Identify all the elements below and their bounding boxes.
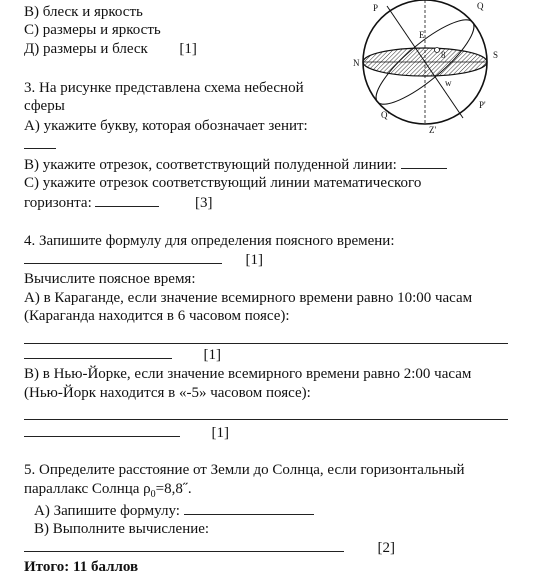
q2-option-b: В) блеск и яркость xyxy=(24,4,143,20)
q4-points1: [1] xyxy=(245,252,263,268)
q5-calc-row xyxy=(24,539,395,557)
celestial-sphere-diagram xyxy=(345,0,510,135)
q4-text: 4. Запишите формулу для определения поясного времени: xyxy=(24,233,395,249)
q4-b-answer-blank[interactable] xyxy=(24,424,180,437)
label-p: P xyxy=(373,3,379,13)
q2-points: [1] xyxy=(179,41,197,57)
q4-b-line2: (Нью-Йорк находится в «-5» часовом поясе): xyxy=(24,385,311,401)
q5-line2-prefix: параллакс Солнца ρ xyxy=(24,481,151,497)
q5-calc-blank[interactable] xyxy=(24,539,344,552)
label-w: w xyxy=(445,78,452,88)
q3-option-b-text: В) укажите отрезок, соответствующий полуденной линии: xyxy=(24,157,397,173)
q3-option-c-line1: С) укажите отрезок соответствующий линии математического xyxy=(24,175,422,191)
q5-line1: 5. Определите расстояние от Земли до Солнца, если горизонтальный xyxy=(24,462,465,478)
q3-option-c-text: горизонта: xyxy=(24,195,92,211)
label-q: Q xyxy=(477,1,484,11)
q5-formula-blank[interactable] xyxy=(184,502,314,515)
q4-points2: [1] xyxy=(203,347,221,363)
q3-points: [3] xyxy=(194,195,213,211)
q4-a-answer-blank[interactable] xyxy=(24,346,172,359)
label-q-prime: Q' xyxy=(381,110,390,120)
q5-option-a xyxy=(34,502,314,520)
label-sun: 8 xyxy=(441,50,446,60)
q4-a-line2: (Караганда находится в 6 часовом поясе): xyxy=(24,308,290,324)
q3-answer-c-blank[interactable] xyxy=(95,194,159,207)
q2-option-c: С) размеры и яркость xyxy=(24,22,161,38)
label-e: E xyxy=(419,30,425,40)
q3-option-c-line2 xyxy=(24,194,212,212)
label-z-prime: Z' xyxy=(429,125,437,135)
q4-a-line1: А) в Караганде, если значение всемирного времени равно 10:00 часам xyxy=(24,290,473,306)
q4-points3: [1] xyxy=(211,425,229,441)
q5-option-b: В) Выполните вычисление: xyxy=(34,521,210,537)
q3-text-line1: 3. На рисунке представлена схема небесной xyxy=(24,80,304,96)
label-s: S xyxy=(493,50,499,60)
q3-answer-a-blank[interactable] xyxy=(24,148,56,149)
q3-option-a: А) укажите букву, которая обозначает зенит: xyxy=(24,118,308,134)
q5-line2-sub: 0 xyxy=(150,489,156,500)
q5-line2 xyxy=(24,481,192,503)
label-n: N xyxy=(353,58,360,68)
q5-points: [2] xyxy=(377,540,395,556)
q4-b-line1: В) в Нью-Йорке, если значение всемирного времени равно 2:00 часам xyxy=(24,366,472,382)
q3-text-line2: сферы xyxy=(24,98,65,114)
q4-formula-row xyxy=(24,251,263,269)
q4-formula-blank[interactable] xyxy=(24,251,222,264)
q4-b-answer-line[interactable] xyxy=(24,419,508,420)
q3-option-b xyxy=(24,156,447,174)
q2-option-d xyxy=(24,41,197,58)
q2-option-d-text: Д) размеры и блеск xyxy=(24,41,148,57)
q4-compute: Вычислите поясное время: xyxy=(24,271,196,287)
label-p-prime: P' xyxy=(479,100,486,110)
q4-a-answer-line[interactable] xyxy=(24,343,508,344)
q5-option-a-text: А) Запишите формулу: xyxy=(34,503,180,519)
q4-a-points-row xyxy=(24,346,221,364)
q3-answer-b-blank[interactable] xyxy=(401,156,447,169)
total-score: Итого: 11 баллов xyxy=(24,559,139,575)
q4-b-points-row xyxy=(24,424,229,442)
q5-line2-value: =8,8˝. xyxy=(155,481,192,497)
sun-icon xyxy=(435,48,440,53)
